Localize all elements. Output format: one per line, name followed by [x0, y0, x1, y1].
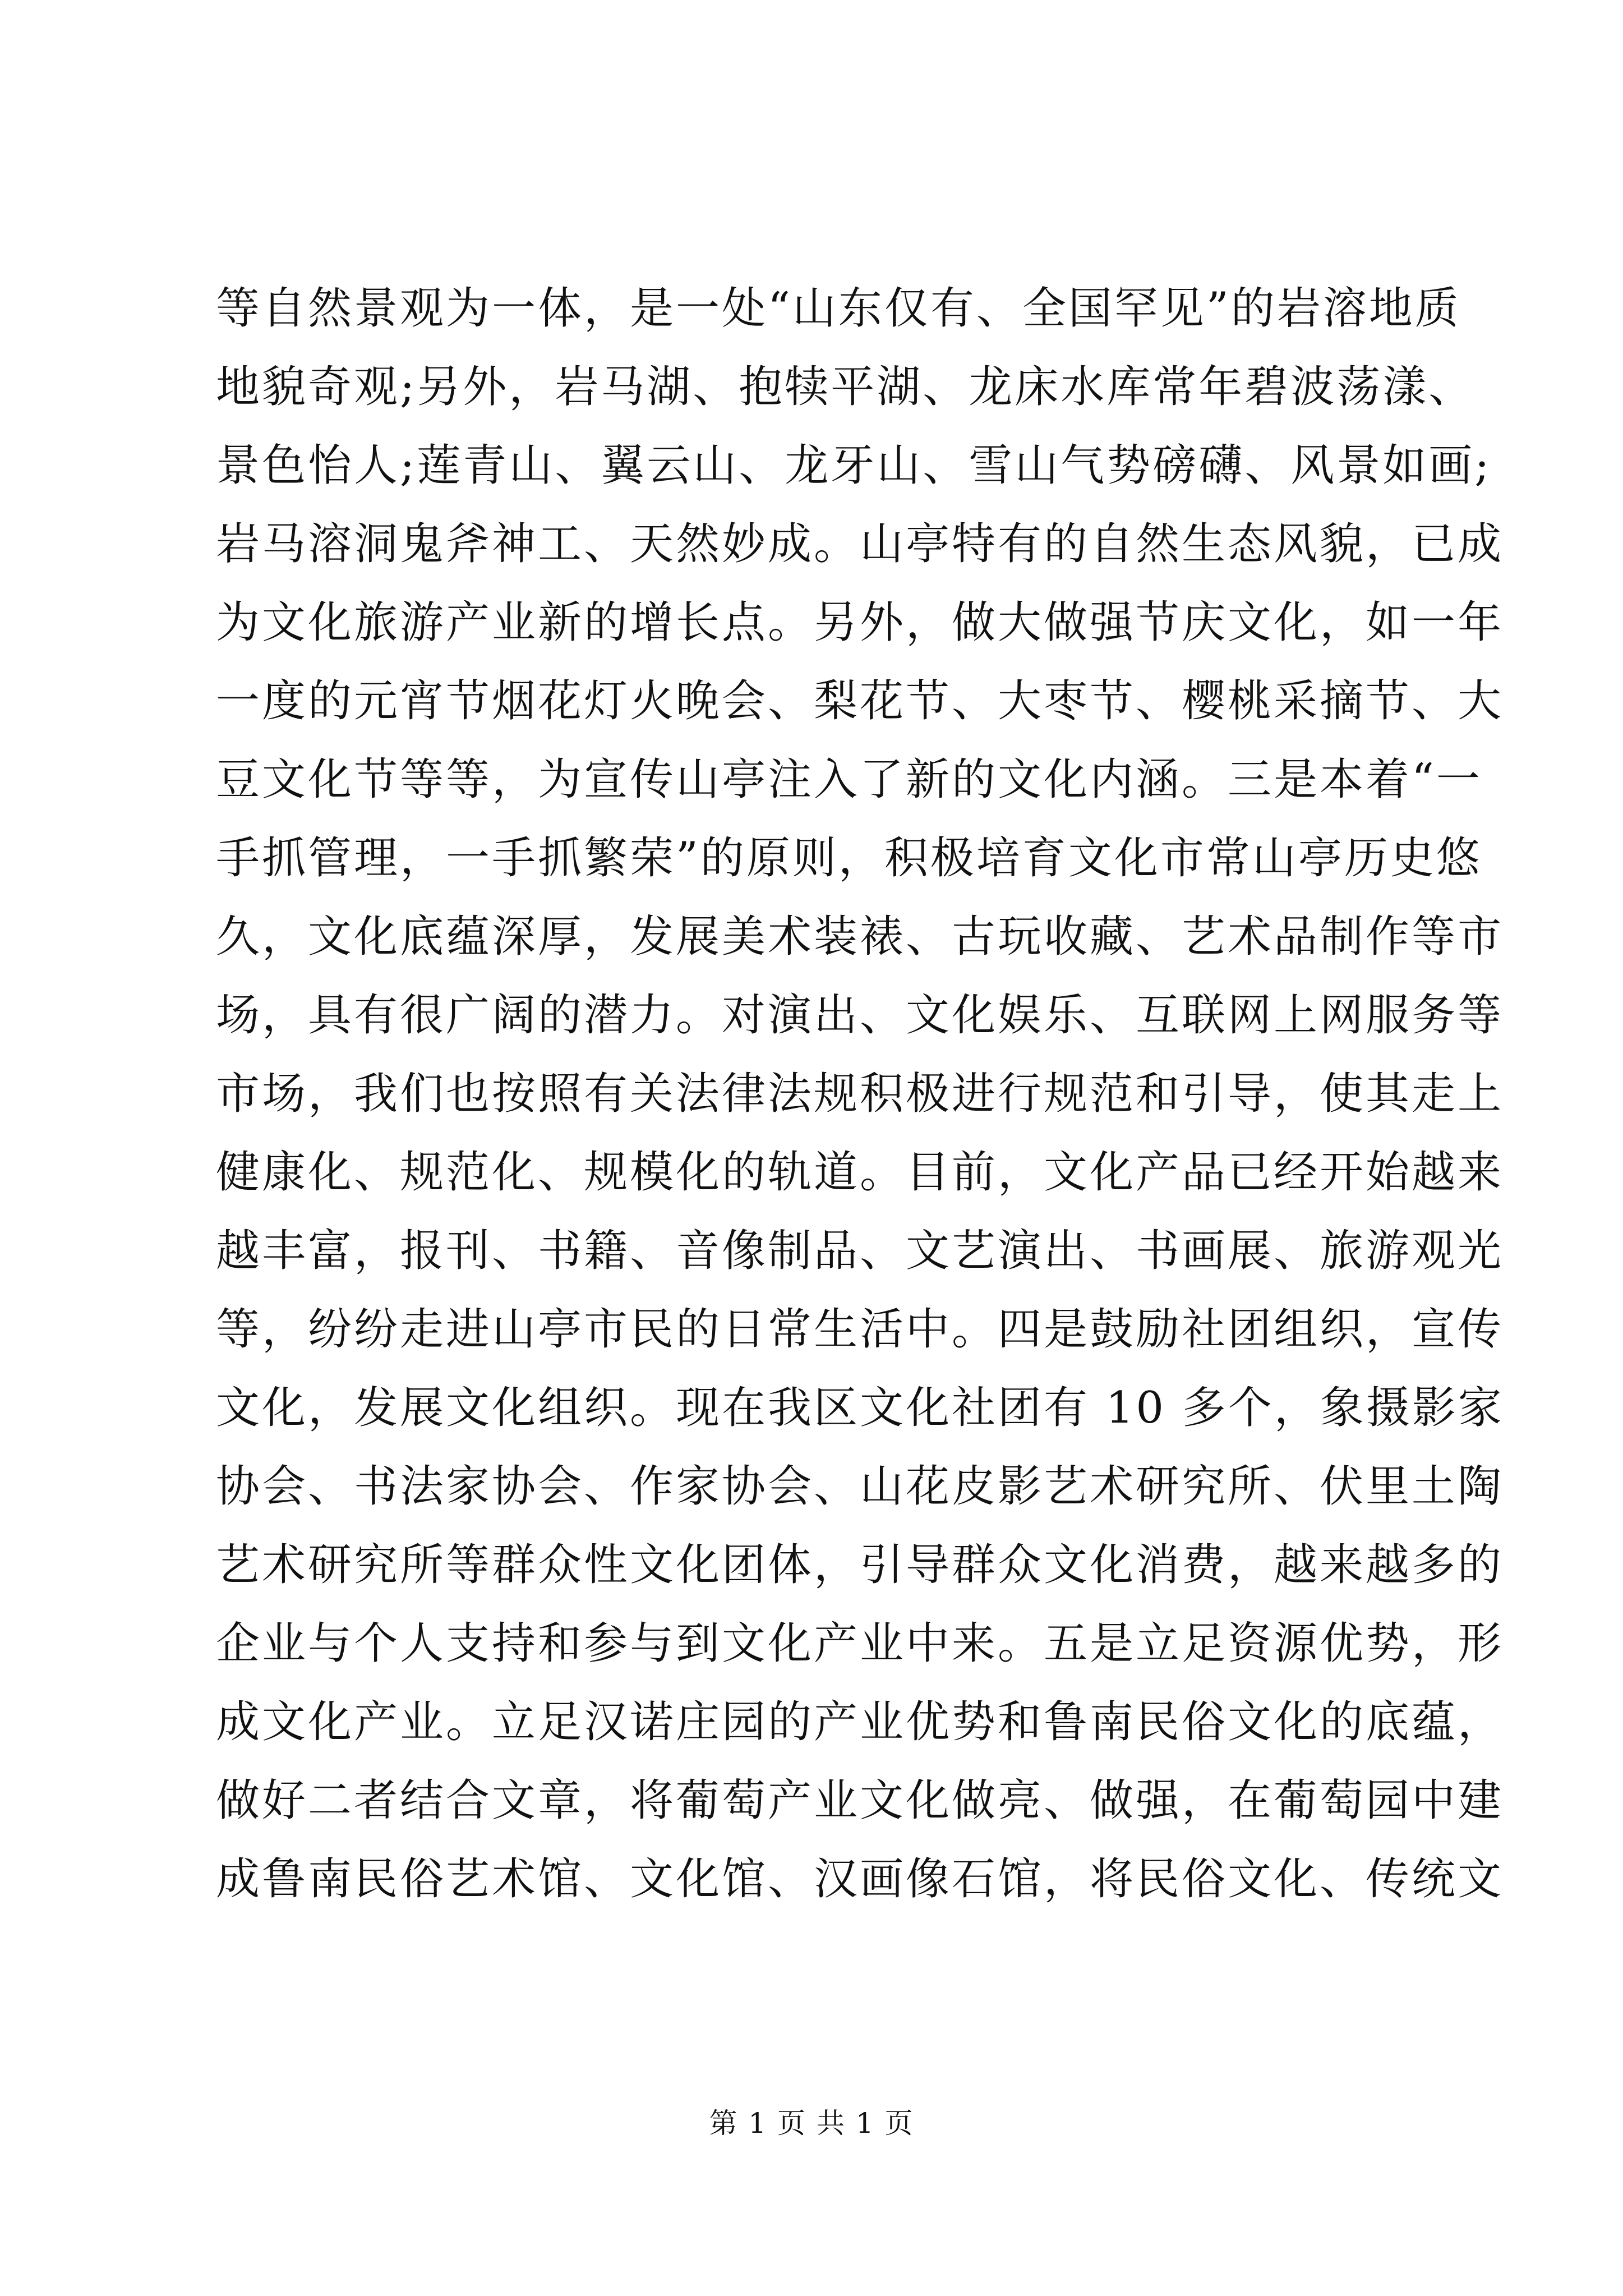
text-line: 豆文化节等等，为宣传山亭注入了新的文化内涵。三是本着“一: [216, 754, 1482, 805]
text-line: 越丰富，报刊、书籍、音像制品、文艺演出、书画展、旅游观光: [216, 1226, 1504, 1276]
text-line: 协会、书法家协会、作家协会、山花皮影艺术研究所、伏里土陶: [216, 1461, 1504, 1512]
text-line: 艺术研究所等群众性文化团体，引导群众文化消费，越来越多的: [216, 1540, 1504, 1590]
text-line: 市场，我们也按照有关法律法规积极进行规范和引导，使其走上: [216, 1069, 1504, 1119]
text-line: 等自然景观为一体，是一处“山东仅有、全国罕见”的岩溶地质: [216, 283, 1461, 334]
text-line: 景色怡人;莲青山、翼云山、龙牙山、雪山气势磅礴、风景如画;: [216, 440, 1492, 491]
text-line: 手抓管理，一手抓繁荣”的原则，积极培育文化市常山亭历史悠: [216, 833, 1482, 884]
text-line: 成文化产业。立足汉诺庄园的产业优势和鲁南民俗文化的底蕴，: [216, 1697, 1504, 1747]
body-text: [216, 269, 1504, 1918]
text-line: 地貌奇观;另外，岩马湖、抱犊平湖、龙床水库常年碧波荡漾、: [216, 362, 1475, 412]
text-line: 健康化、规范化、规模化的轨道。目前，文化产品已经开始越来: [216, 1147, 1504, 1198]
text-line: 文化，发展文化组织。现在我区文化社团有 10 多个，象摄影家: [216, 1383, 1504, 1433]
text-line: 做好二者结合文章，将葡萄产业文化做亮、做强，在葡萄园中建: [216, 1775, 1504, 1826]
text-line: 等，纷纷走进山亭市民的日常生活中。四是鼓励社团组织，宣传: [216, 1304, 1504, 1355]
text-line: 场，具有很广阔的潜力。对演出、文化娱乐、互联网上网服务等: [216, 990, 1504, 1041]
text-line: 成鲁南民俗艺术馆、文化馆、汉画像石馆，将民俗文化、传统文: [216, 1854, 1504, 1904]
page-footer: [0, 2101, 1623, 2146]
page-number: 第 1 页 共 1 页: [709, 2107, 914, 2139]
text-line: 岩马溶洞鬼斧神工、天然妙成。山亭特有的自然生态风貌，已成: [216, 519, 1504, 569]
text-line: 为文化旅游产业新的增长点。另外，做大做强节庆文化，如一年: [216, 597, 1504, 648]
text-line: 一度的元宵节烟花灯火晚会、梨花节、大枣节、樱桃采摘节、大: [216, 676, 1504, 726]
text-line: 企业与个人支持和参与到文化产业中来。五是立足资源优势，形: [216, 1618, 1504, 1669]
text-line: 久，文化底蕴深厚，发展美术装裱、古玩收藏、艺术品制作等市: [216, 912, 1504, 962]
